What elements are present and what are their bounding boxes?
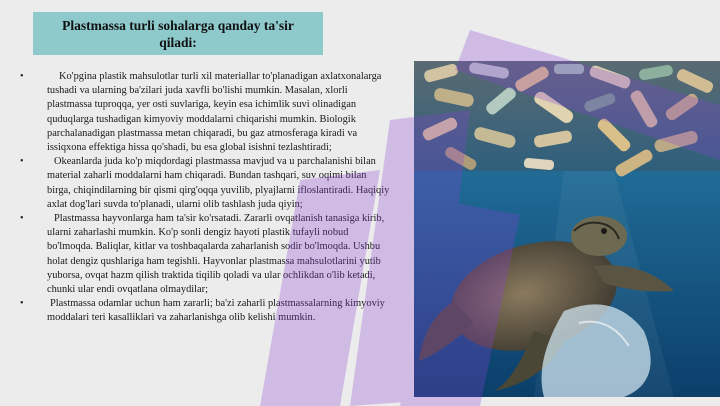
bullet-text: Ko'pgina plastik mahsulotlar turli xil materiallar to'planadigan axlatxonalarga tushadi va ularning ba'zilari juda xavfli bo'lishi mumkin. Masalan, xlorli plastmassa tuproqqa, yer osti suvlariga, keyin esa ichimlik suvi olinadigan quduqlarga tushadigan kimyoviy moddalarni chiqarishi mumkin. Biologik parchalanadigan plastmassa metan chiqaradi, bu gaz atmosferaga kiradi va issiqxona effektiga hissa qo'shadi, bu esa global isishni tezlashtiradi; bbox=[47, 71, 382, 154]
turtle-plastic-photo bbox=[414, 61, 720, 397]
bullet-marker: • bbox=[20, 298, 24, 310]
bullet-list bbox=[20, 70, 392, 326]
bullet-item bbox=[20, 70, 392, 155]
photo-illustration bbox=[414, 61, 720, 397]
bullet-item bbox=[20, 155, 392, 212]
bullet-item bbox=[20, 212, 392, 297]
bullet-marker: • bbox=[20, 156, 24, 168]
slide-title: Plastmassa turli sohalarga qanday ta'sir qiladi: bbox=[33, 12, 323, 55]
bullet-item bbox=[20, 297, 392, 325]
bullet-text: Okeanlarda juda ko'p miqdordagi plastmassa mavjud va u parchalanishi bilan material zaharli moddalarni ham chiqaradi. Bundan tashqari, suv oqimi bilan birga, chiqindilarning bir qismi qirg'oqqa yuvilib, plyajlarni ifloslantiradi. Haqiqiy axlat dog'lari suvda to'planadi, ularni olib tashlash juda qiyin; bbox=[47, 156, 390, 210]
bullet-text: Plastmassa hayvonlarga ham ta'sir ko'rsatadi. Zararli ovqatlanish tanasiga kirib, ularni zaharlashi mumkin. Ko'p sonli dengiz hayoti plastik tufayli nobud bo'lmoqda. Baliqlar, kitlar va toshbaqalarda zaharlanish sodir bo'lmoqda. Ushbu holat dengiz qushlariga ham tegishli. Hayvonlar plastmassa mahsulotlarini yutib yuborsa, ovqat hazm qilish traktida tiqilib qoladi va ular ochlikdan o'lib ketadi, chunki ular endi ovqatlana olmaydilar; bbox=[47, 213, 385, 296]
bullet-marker: • bbox=[20, 71, 24, 82]
bullet-text: Plastmassa odamlar uchun ham zararli; ba'zi zaharli plastmassalarning kimyoviy moddalari teri kasalliklari va zaharlanishga olib kelishi mumkin. bbox=[47, 298, 385, 324]
bullet-marker: • bbox=[20, 213, 24, 225]
